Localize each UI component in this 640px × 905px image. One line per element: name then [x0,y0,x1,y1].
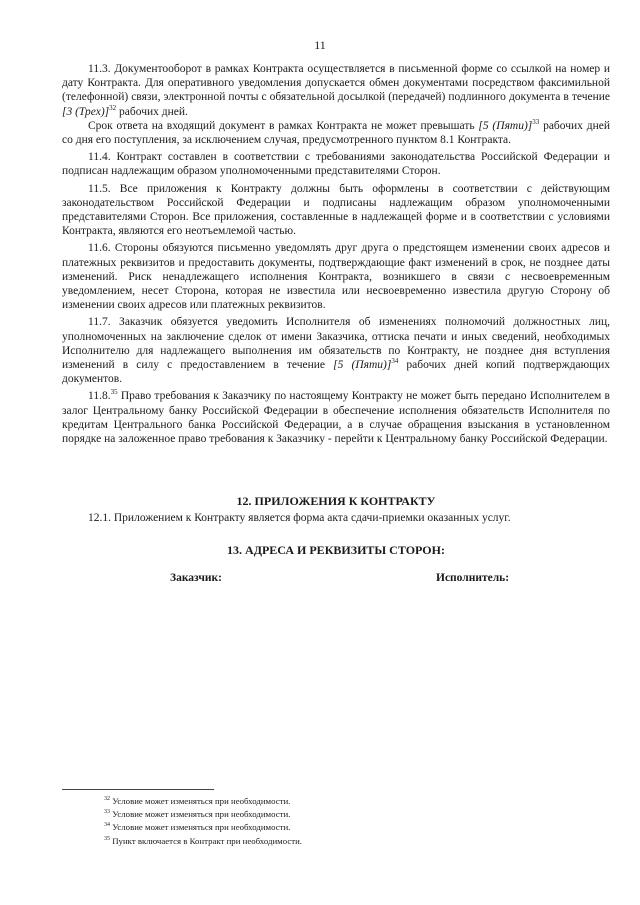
contract-body [62,62,610,446]
footnote-32: $^{32}$ Условие может изменяться при необходимости. [104,796,291,806]
paragraph-response-term: Срок ответа на входящий документ в рамках Контракта не может превышать [5 (Пяти)]$^{33}$ рабочих дней со дня его поступления, за исключением случая, предусмотренного пунктом 8.1 Контракта. [62,117,610,147]
contractor-label: Исполнитель: [436,572,510,584]
page-number: 11 [314,38,326,52]
paragraph-11-5: 11.5. Все приложения к Контракту должны быть оформлены в соответствии с действующим законодательством Российской Федерации и подписаны надлежащим образом уполномоченными представителями Сторон. Все приложения, составленные в надлежащей форме и в соответствии с условиями Контракта, являются его неотъемлемой частью. [62,182,610,238]
footnote-divider [62,789,214,790]
paragraph-11-7: 11.7. Заказчик обязуется уведомить Исполнителя об изменениях полномочий должностных лиц, уполномоченных на заключение сделок от имени Заказчика, оттиска печати и иных сведений, необходимых Исполнителю для надлежащего выполнения им обязательств по Контракту, не позднее дня вступления изменений в силу с предоставлением в течение [5 (Пяти)]$^{34}$ рабочих дней копий подтверждающих документов. [62,316,610,386]
section-13-title: 13. АДРЕСА И РЕКВИЗИТЫ СТОРОН: [227,543,445,557]
paragraph-12-1: 12.1. Приложением к Контракту является форма акта сдачи-приемки оказанных услуг. [88,512,511,524]
footnote-34: $^{34}$ Условие может изменяться при необходимости. [104,822,291,833]
paragraph-11-3: 11.3. Документооборот в рамках Контракта осуществляется в письменной форме со ссылкой на номер и дату Контракта. Для оперативного уведомления допускается обмен документами посредством факсимильной (телефонной) связи, электронной почты с обязательной досылкой (передачей) подлинного документа в течение [3 (Трех)]$^{32}$ рабочих дней. [62,63,610,118]
footnote-ref-34: 34 [391,357,399,366]
paragraph-11-4: 11.4. Контракт составлен в соответствии с требованиями законодательства Российской Федерации и подписан надлежащим образом уполномоченными представителями Сторон. [62,151,610,178]
paragraph-11-6: 11.6. Стороны обязуются письменно уведомлять друг друга о предстоящем изменении своих адресов и платежных реквизитов и предоставить документы, подтверждающие факт изменений в срок, не позднее даты изменений. Риск ненадлежащего исполнения Контракта, возникшего в связи с несвоевременным уведомлением, несет Сторона, которая не известила или несвоевременно известила другую Сторону об изменении своих адресов или платежных реквизитов. [62,242,610,312]
customer-label: Заказчик: [170,572,222,584]
footnote-ref-35: 35 [110,388,118,397]
section-12-title: 12. ПРИЛОЖЕНИЯ К КОНТРАКТУ [236,494,436,508]
footnote-33: $^{33}$ Условие может изменяться при необходимости. [104,809,291,820]
footnote-ref-32: 32 [109,103,117,112]
footnote-ref-33: 33 [532,117,540,126]
footnote-35: $^{35}$ Пункт включается в Контракт при необходимости. [104,835,302,846]
paragraph-11-8: 11.8.35 Право требования к Заказчику по настоящему Контракту не может быть передано Исполнителем в залог Центральному банку Российской Федерации в обеспечение исполнения обязательств Исполнителя по кредитам Центрального банка Российской Федерации, а в случае обращения взыскания в установленном порядке на заложенное право требования к Заказчику - перейти к Центральному банку Российской Федерации. [62,388,610,446]
footnotes [104,795,604,848]
